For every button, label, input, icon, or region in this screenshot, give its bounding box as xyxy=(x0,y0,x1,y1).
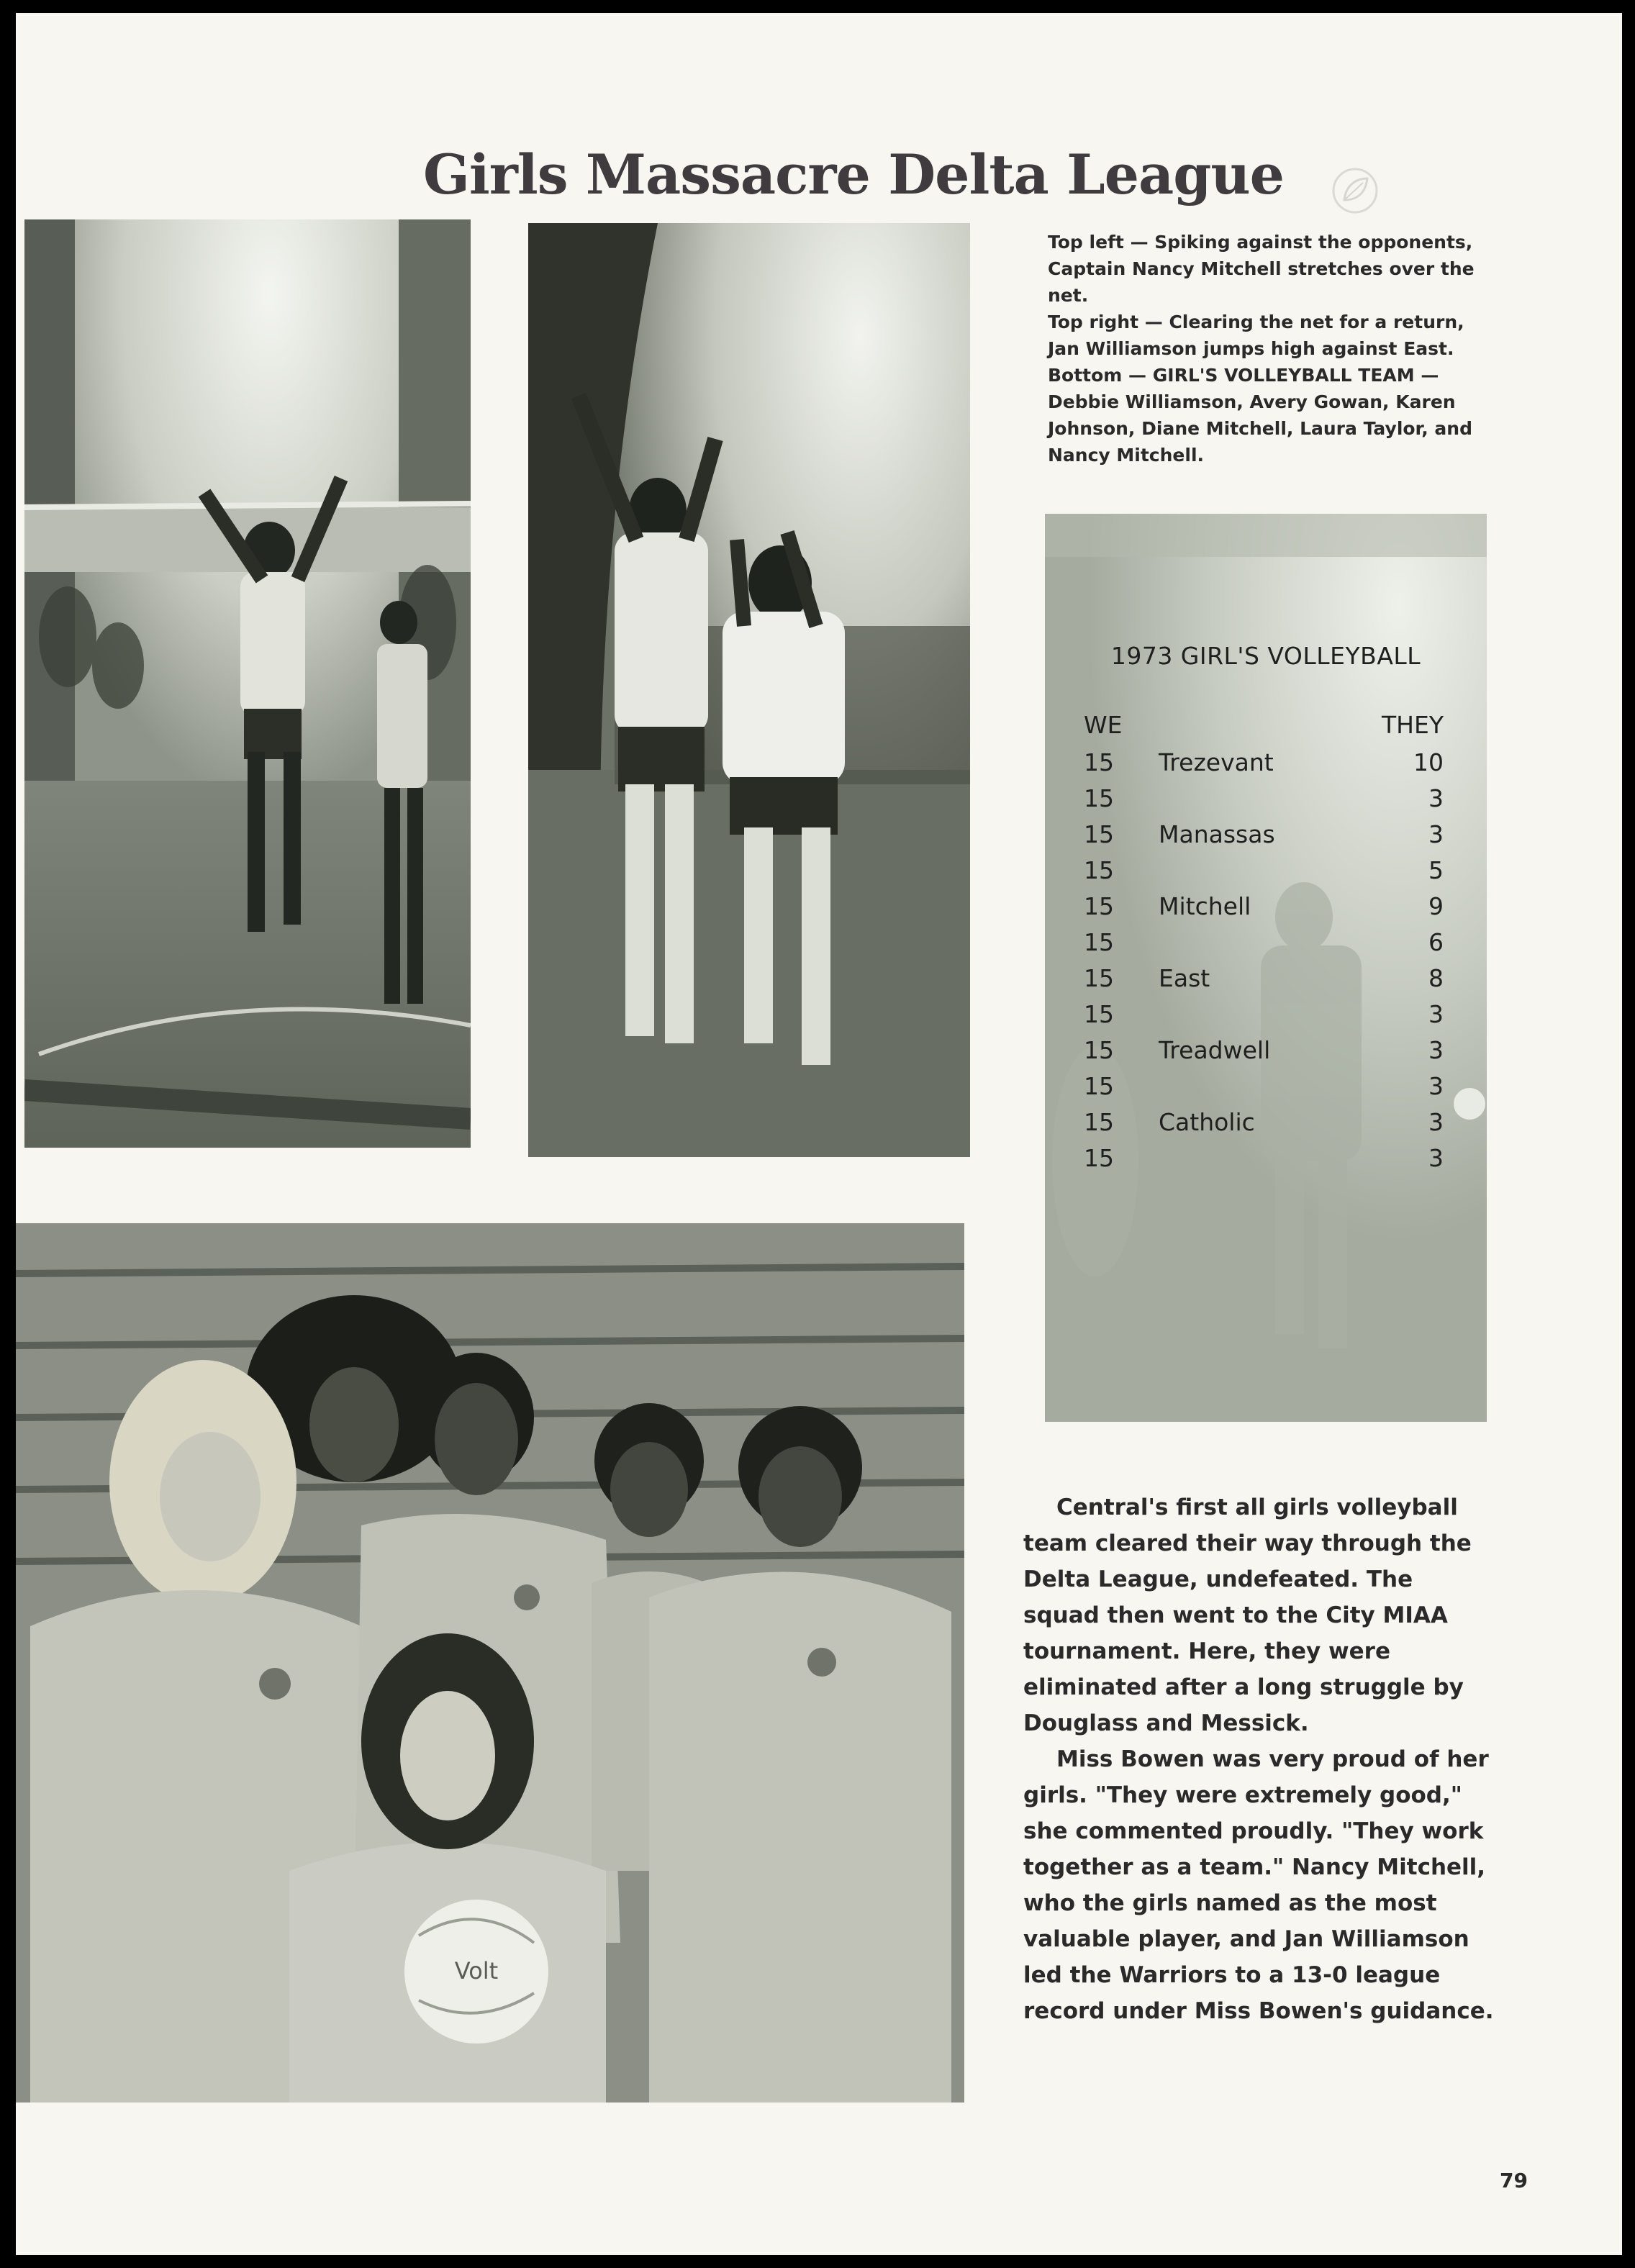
we-label: WE xyxy=(1084,711,1123,739)
score-they: 9 xyxy=(1428,892,1444,920)
page-title: Girls Massacre Delta League xyxy=(423,142,1284,207)
score-they: 3 xyxy=(1428,1144,1444,1172)
score-we: 15 xyxy=(1084,856,1114,884)
score-row xyxy=(1084,784,1444,820)
article-paragraph: Central's first all girls volleyball team cleared their way through the Delta League, undefeated. The squad then went to the City MIAA tournament. Here, they were eliminated after a long struggle by Douglass and Messick. xyxy=(1023,1494,1472,1736)
score-they: 6 xyxy=(1428,928,1444,956)
caption-bottom: Bottom — GIRL'S VOLLEYBALL TEAM — Debbie Williamson, Avery Gowan, Karen Johnson, Diane Mitchell, Laura Taylor, and Nancy Mitchell. xyxy=(1048,365,1472,466)
score-we: 15 xyxy=(1084,1108,1114,1136)
score-they: 3 xyxy=(1428,1072,1444,1100)
score-row xyxy=(1084,892,1444,928)
article-paragraph: Miss Bowen was very proud of her girls. "They were extremely good," she commented proudly. "They work together as a team." Nancy Mitchell, who the girls named as the most valuable player, and Jan Williamson led the Warriors to a 13-0 league record under Miss Bowen's guidance. xyxy=(1023,1746,1494,2024)
yearbook-page xyxy=(16,13,1622,2255)
score-we: 15 xyxy=(1084,892,1114,920)
volleyball-brand-label: Volt xyxy=(454,1957,499,1984)
score-they: 3 xyxy=(1428,1108,1444,1136)
score-we: 15 xyxy=(1084,1072,1114,1100)
score-opponent: Trezevant xyxy=(1159,748,1274,776)
they-label: THEY xyxy=(1382,711,1444,739)
score-row xyxy=(1084,928,1444,964)
score-they: 8 xyxy=(1428,964,1444,992)
scores-header-row xyxy=(1084,711,1444,747)
score-row xyxy=(1084,1036,1444,1072)
score-we: 15 xyxy=(1084,820,1114,848)
photo-caption xyxy=(1048,229,1487,468)
caption-top-right: Top right — Clearing the net for a return, Jan Williamson jumps high against East. xyxy=(1048,312,1464,359)
scores-title: 1973 GIRL'S VOLLEYBALL xyxy=(1110,642,1421,670)
score-opponent: Catholic xyxy=(1159,1108,1255,1136)
score-row xyxy=(1084,748,1444,784)
score-we: 15 xyxy=(1084,964,1114,992)
season-scores-panel xyxy=(1045,514,1487,1422)
score-row xyxy=(1084,1144,1444,1180)
page-number: 79 xyxy=(1500,2169,1528,2192)
score-we: 15 xyxy=(1084,1144,1114,1172)
score-row xyxy=(1084,1072,1444,1108)
score-they: 3 xyxy=(1428,1036,1444,1064)
score-opponent: Treadwell xyxy=(1159,1036,1271,1064)
score-we: 15 xyxy=(1084,1036,1114,1064)
score-we: 15 xyxy=(1084,928,1114,956)
score-we: 15 xyxy=(1084,748,1114,776)
score-they: 3 xyxy=(1428,820,1444,848)
photo-spiking-at-net xyxy=(24,219,471,1148)
score-row xyxy=(1084,964,1444,1000)
score-they: 3 xyxy=(1428,784,1444,812)
score-opponent: East xyxy=(1159,964,1210,992)
score-they: 3 xyxy=(1428,1000,1444,1028)
score-row xyxy=(1084,1000,1444,1036)
score-we: 15 xyxy=(1084,1000,1114,1028)
score-they: 10 xyxy=(1413,748,1444,776)
score-they: 5 xyxy=(1428,856,1444,884)
score-we: 15 xyxy=(1084,784,1114,812)
score-opponent: Mitchell xyxy=(1159,892,1251,920)
photo-jumping-return xyxy=(528,223,970,1157)
article-body xyxy=(1023,1489,1494,2029)
photo-team-portrait xyxy=(16,1223,964,2103)
score-opponent: Manassas xyxy=(1159,820,1275,848)
score-row xyxy=(1084,820,1444,856)
score-row xyxy=(1084,1108,1444,1144)
score-row xyxy=(1084,856,1444,892)
caption-top-left: Top left — Spiking against the opponents, Captain Nancy Mitchell stretches over the net. xyxy=(1048,232,1475,306)
leaf-watermark-icon xyxy=(1331,167,1379,214)
